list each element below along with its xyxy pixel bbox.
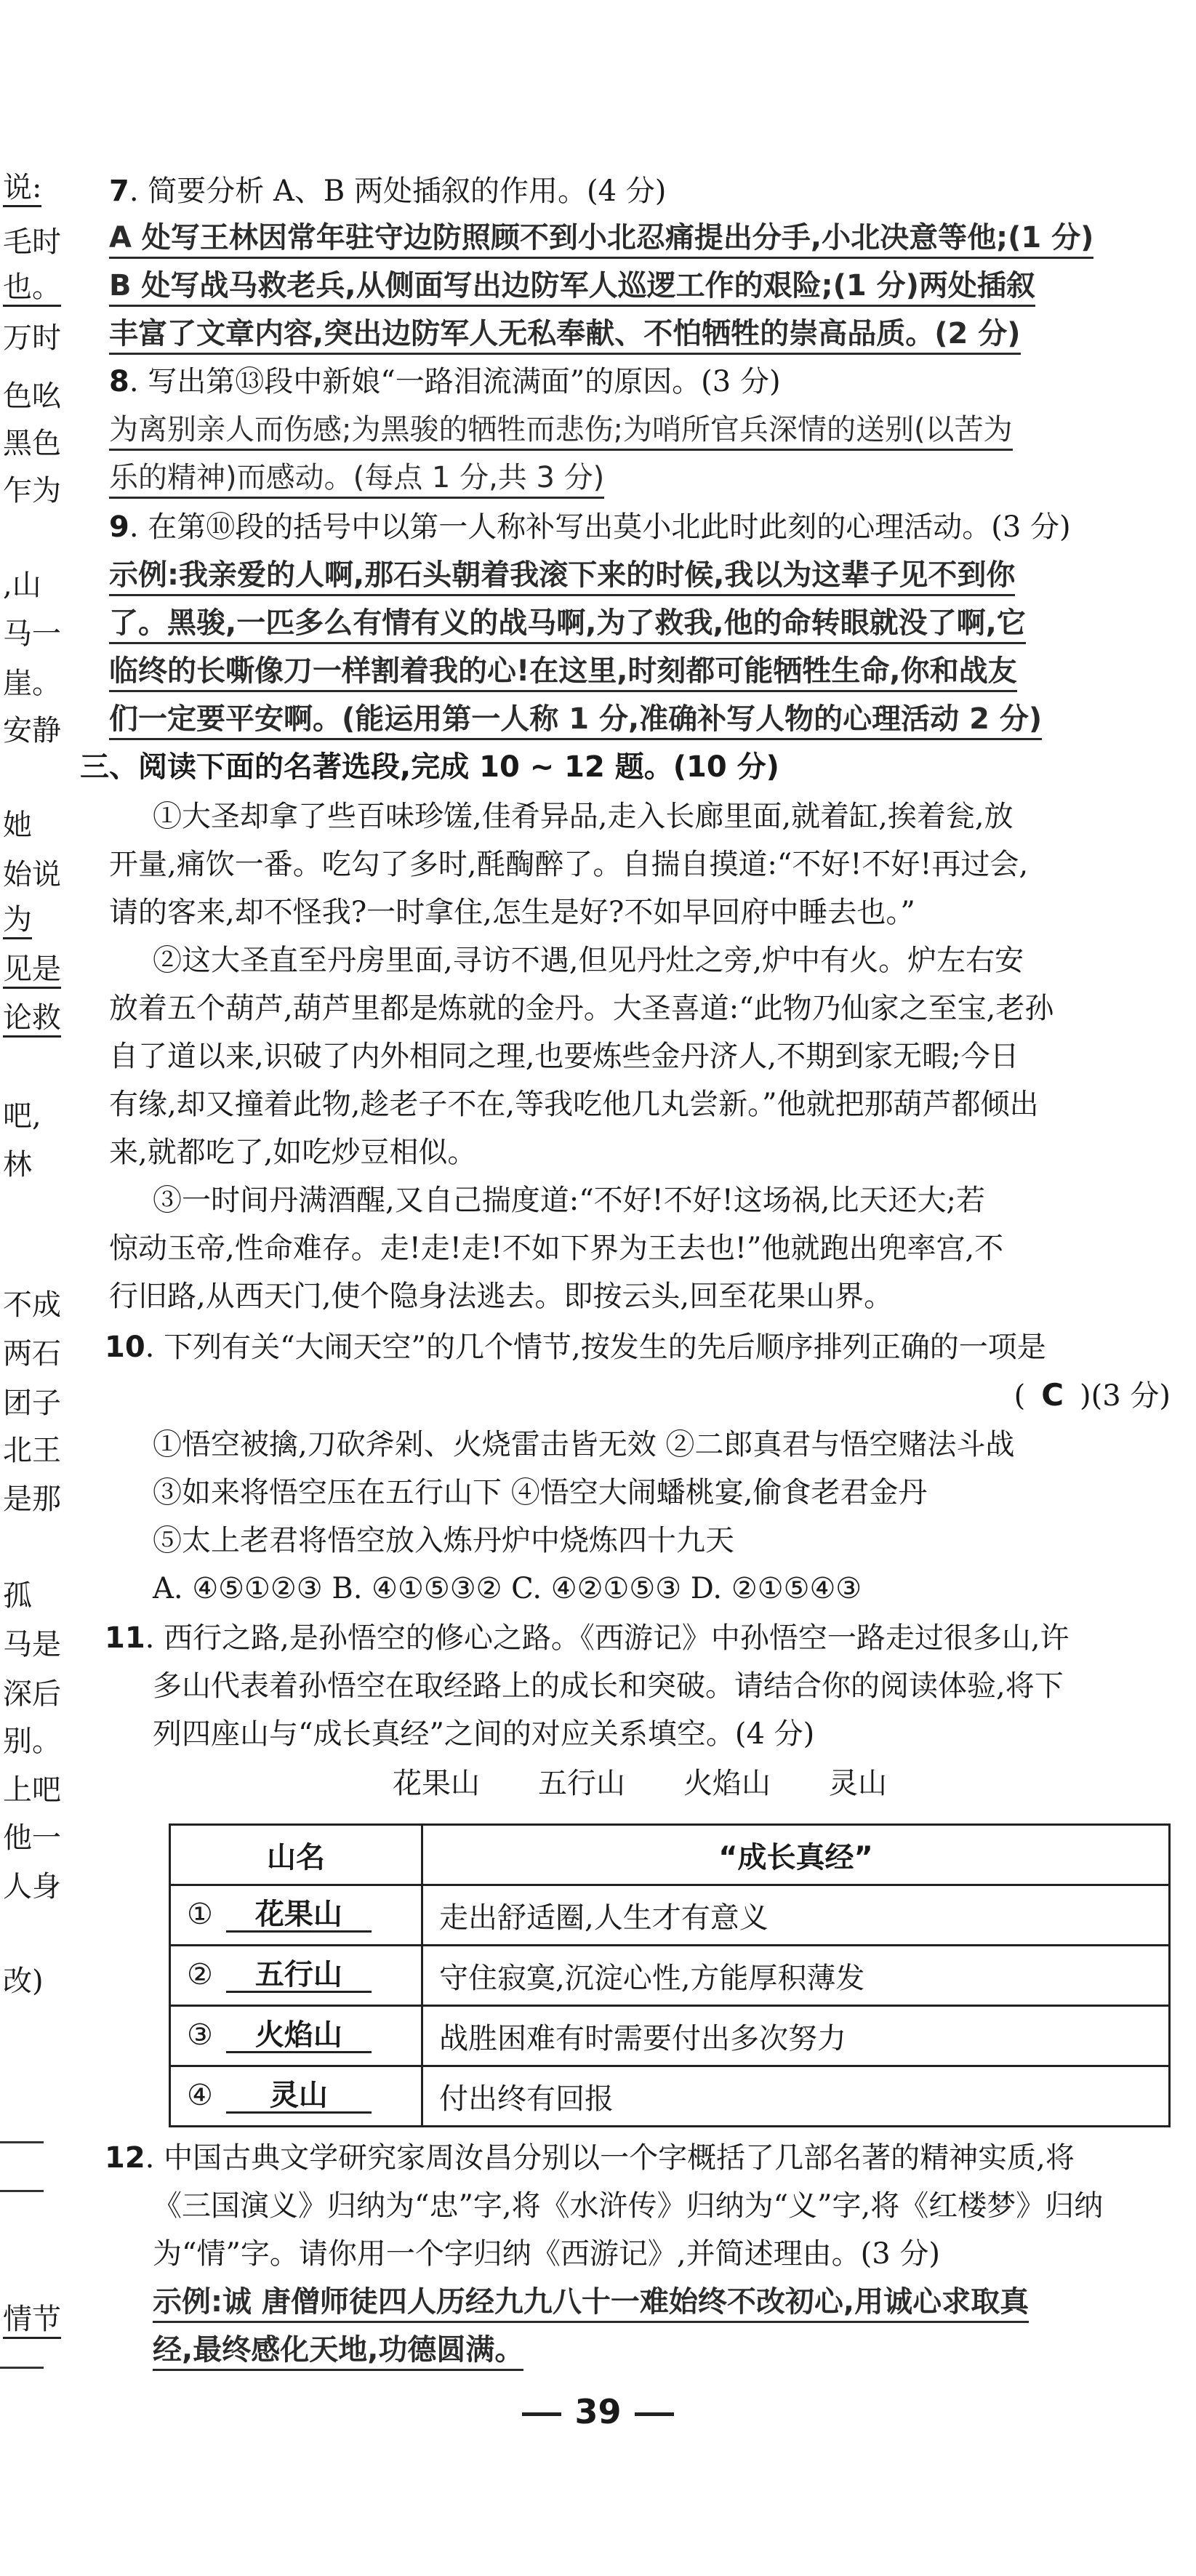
question-number: 8 [109, 365, 129, 398]
table-row [170, 2006, 1170, 2066]
table-cell: 走出舒适圈,人生才有意义 [422, 1885, 1170, 1946]
passage-line: 有缘,却又撞着此物,趁老子不在,等我吃他几丸尝新。”他就把那葫芦都倾出 [109, 1088, 1039, 1121]
margin-fragment: 崖。 [3, 667, 61, 700]
margin-fragment: 马一 [3, 617, 61, 651]
margin-fragment: 始说 [3, 858, 61, 891]
question-text: . 中国古典文学研究家周汝昌分别以一个字概括了几部名著的精神实质,将 [145, 2141, 1075, 2175]
margin-fragment: 毛时 [3, 225, 61, 259]
answer-line: 了。黑骏,一匹多么有情有义的战马啊,为了救我,他的命转眼就没了啊,它 [109, 606, 1026, 644]
question-text: 列四座山与“成长真经”之间的对应关系填空。(4 分) [153, 1717, 815, 1751]
passage-line: 放着五个葫芦,葫芦里都是炼就的金丹。大圣喜道:“此物乃仙家之至宝,老孙 [109, 992, 1054, 1025]
question-8 [109, 364, 781, 400]
table-cell: ① 花果山 [170, 1885, 422, 1946]
margin-fragment: 也。 [3, 273, 61, 307]
margin-fragment: 情节 [3, 2305, 61, 2339]
question-text: 《三国演义》归纳为“忠”字,将《水浒传》归纳为“义”字,将《红楼梦》归纳 [153, 2189, 1104, 2223]
margin-fragment: 见是 [3, 955, 61, 989]
question-text: . 写出第⑬段中新娘“一路泪流满面”的原因。(3 分) [129, 365, 781, 398]
question-number: 12 [105, 2141, 145, 2175]
footer-dash [635, 2412, 674, 2416]
question-text: 多山代表着孙悟空在取经路上的成长和突破。请结合你的阅读体验,将下 [153, 1669, 1064, 1703]
q10-answer-paren: ( C )(3 分) [1014, 1377, 1171, 1413]
passage-line: 自了道以来,识破了内外相同之理,也要炼些金丹济人,不期到家无暇;今日 [109, 1040, 1019, 1073]
section-heading: 三、阅读下面的名著选段,完成 10 ~ 12 题。(10 分) [80, 750, 779, 784]
table-cell: 战胜困难有时需要付出多次努力 [422, 2006, 1170, 2066]
answer-line: 丰富了文章内容,突出边防军人无私奉献、不怕牺牲的崇高品质。(2 分) [109, 317, 1021, 355]
fill-blank-answer: 五行山 [226, 1959, 372, 1993]
question-number: 11 [105, 1621, 145, 1655]
margin-fragment: 为 [3, 905, 32, 939]
answer-line: 经,最终感化天地,功德圆满。 [153, 2333, 523, 2371]
question-number: 7 [109, 174, 129, 208]
answer-line: 示例:诚 唐僧师徒四人历经九九八十一难始终不改初心,用诚心求取真 [153, 2285, 1029, 2323]
margin-fragment: 乍为 [3, 474, 61, 507]
answer-line: 临终的长嘶像刀一样割着我的心!在这里,时刻都可能牺牲生命,你和战友 [109, 654, 1017, 692]
passage-line: 来,就都吃了,如吃炒豆相似。 [109, 1136, 477, 1169]
question-text: . 下列有关“大闹天空”的几个情节,按发生的先后顺序排列正确的一项是 [145, 1331, 1046, 1364]
passage-line: ②这大圣直至丹房里面,寻访不遇,但见丹灶之旁,炉中有火。炉左右安 [153, 944, 1024, 977]
q10-item: ③如来将悟空压在五行山下 ④悟空大闹蟠桃宴,偷食老君金丹 [153, 1476, 928, 1509]
question-number: 9 [109, 510, 129, 544]
fill-blank-answer: 火焰山 [226, 2019, 372, 2053]
passage-line: 请的客来,却不怪我?一时拿住,怎生是好?不如早回府中睡去也。” [109, 896, 915, 929]
margin-fragment: 色吆 [3, 380, 61, 413]
table-row [170, 1946, 1170, 2006]
mountain-name: 五行山 [538, 1767, 625, 1800]
margin-fragment: 不成 [3, 1288, 61, 1322]
question-7 [109, 173, 666, 209]
question-9 [109, 509, 1071, 545]
passage-line: 行旧路,从西天门,使个隐身法逃去。即按云头,回至花果山界。 [109, 1280, 894, 1313]
fill-blank-answer: 灵山 [226, 2079, 372, 2114]
page-number: 39 [574, 2392, 622, 2431]
answer-line: 为离别亲人而伤感;为黑骏的牺牲而悲伤;为哨所官兵深情的送别(以苦为 [109, 413, 1013, 451]
margin-fragment: 马是 [3, 1628, 61, 1661]
margin-fragment: 孤 [3, 1579, 32, 1613]
margin-rule [0, 2367, 44, 2369]
question-text: . 简要分析 A、B 两处插叙的作用。(4 分) [129, 174, 667, 208]
answer-line: 们一定要平安啊。(能运用第一人称 1 分,准确补写人物的心理活动 2 分) [109, 702, 1042, 740]
passage-line: ③一时间丹满酒醒,又自己揣度道:“不好!不好!这场祸,比天还大;若 [153, 1184, 985, 1217]
question-number: 10 [105, 1331, 145, 1364]
table-header: “成长真经” [422, 1825, 1170, 1885]
question-text: 为“情”字。请你用一个字归纳《西游记》,并简述理由。(3 分) [153, 2237, 940, 2271]
margin-fragment: 吧, [3, 1099, 41, 1133]
table-row [170, 2066, 1170, 2127]
margin-fragment: 黑色 [3, 427, 61, 460]
answer-line: A 处写王林因常年驻守边防照顾不到小北忍痛提出分手,小北决意等他;(1 分) [109, 221, 1093, 259]
table-row [170, 1885, 1170, 1946]
answer-line: 示例:我亲爱的人啊,那石头朝着我滚下来的时候,我以为这辈子见不到你 [109, 558, 1015, 596]
page-footer [0, 2392, 1196, 2431]
margin-rule [0, 2190, 44, 2192]
question-12 [105, 2140, 1075, 2176]
mountain-name: 火焰山 [683, 1767, 771, 1800]
previous-page-margin [0, 0, 61, 2576]
mountain-name: 花果山 [393, 1767, 480, 1800]
margin-fragment: 两石 [3, 1337, 61, 1371]
margin-fragment: ,山 [3, 569, 41, 602]
q10-options: A. ④⑤①②③ B. ④①⑤③② C. ④②①⑤③ D. ②①⑤④③ [153, 1572, 862, 1605]
table-header: 山名 [170, 1825, 422, 1885]
question-text: . 在第⑩段的括号中以第一人称补写出莫小北此时此刻的心理活动。(3 分) [129, 510, 1071, 544]
question-text: . 西行之路,是孙悟空的修心之路。《西游记》中孙悟空一路走过很多山,许 [145, 1621, 1069, 1655]
margin-fragment: 她 [3, 808, 32, 842]
margin-fragment: 是那 [3, 1482, 61, 1516]
margin-fragment: 上吧 [3, 1773, 61, 1807]
margin-fragment: 安静 [3, 714, 61, 747]
margin-fragment: 北王 [3, 1434, 61, 1467]
table-cell: ② 五行山 [170, 1946, 422, 2006]
question-11 [105, 1620, 1069, 1656]
question-10 [105, 1329, 1046, 1365]
answer-line: 乐的精神)而感动。(每点 1 分,共 3 分) [109, 461, 604, 499]
table-header-row [170, 1825, 1170, 1885]
fill-blank-answer: 花果山 [226, 1898, 372, 1933]
mountain-name: 灵山 [829, 1767, 887, 1800]
passage-line: ①大圣却拿了些百味珍馐,佳肴异品,走入长廊里面,就着缸,挨着瓮,放 [153, 800, 1014, 833]
margin-fragment: 万时 [3, 321, 61, 355]
margin-fragment: 别。 [3, 1725, 61, 1758]
passage-line: 开量,痛饮一番。吃勾了多时,酕醄醉了。自揣自摸道:“不好!不好!再过会, [109, 848, 1029, 881]
margin-rule [0, 2141, 44, 2143]
q10-item: ⑤太上老君将悟空放入炼丹炉中烧炼四十九天 [153, 1524, 734, 1557]
table-cell: 守住寂寞,沉淀心性,方能厚积薄发 [422, 1946, 1170, 2006]
margin-fragment: 改) [3, 1965, 44, 1998]
margin-fragment: 林 [3, 1148, 32, 1181]
q10-item: ①悟空被擒,刀砍斧剁、火烧雷击皆无效 ②二郎真君与悟空赌法斗战 [153, 1428, 1015, 1461]
mountain-table [169, 1823, 1171, 2127]
answer-line: B 处写战马救老兵,从侧面写出边防军人巡逻工作的艰险;(1 分)两处插叙 [109, 269, 1035, 307]
footer-dash [522, 2412, 561, 2416]
margin-fragment: 深后 [3, 1677, 61, 1711]
margin-fragment: 说: [3, 173, 41, 207]
margin-fragment: 他一 [3, 1821, 61, 1855]
margin-fragment: 团子 [3, 1387, 61, 1420]
table-cell: 付出终有回报 [422, 2066, 1170, 2127]
margin-fragment: 论救 [3, 1003, 61, 1038]
mountain-word-bank [393, 1765, 945, 1802]
margin-fragment: 人身 [3, 1870, 61, 1903]
table-cell: ③ 火焰山 [170, 2006, 422, 2066]
passage-line: 惊动玉帝,性命难存。走!走!走!不如下界为王去也!”他就跑出兜率宫,不 [109, 1232, 1004, 1265]
q10-answer: C [1041, 1377, 1064, 1413]
table-cell: ④ 灵山 [170, 2066, 422, 2127]
